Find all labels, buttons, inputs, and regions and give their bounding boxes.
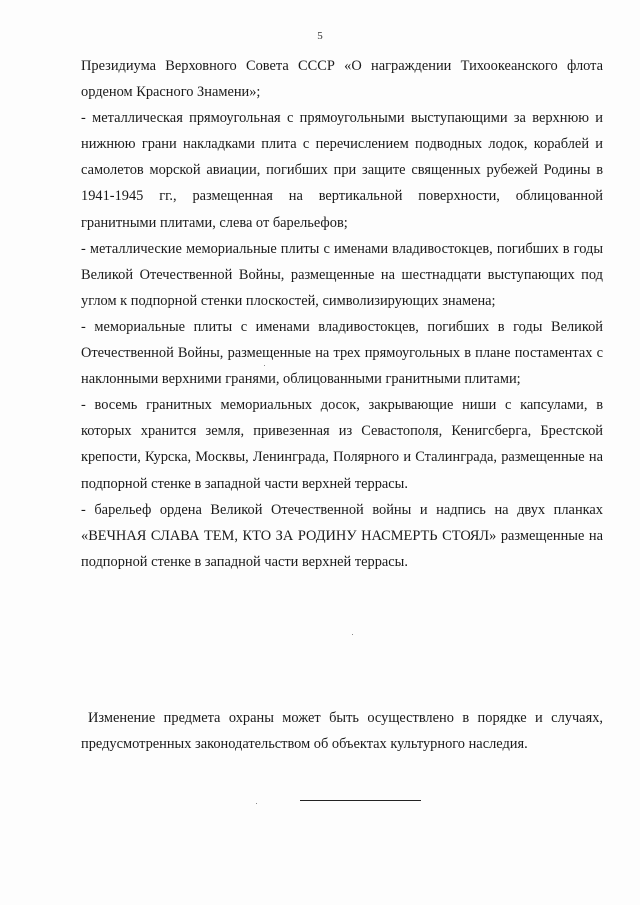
paragraph-memorial-plates-pedestals: - мемориальные плиты с именами владивостокцев, погибших в годы Великой Отечественной Войны, размещенные на трех прямоугольных в плане постаментах с наклонными верхними гранями, облицованными гранитными плитами;: [81, 318, 603, 388]
scan-speck: [352, 634, 353, 635]
paragraph-metal-plate: - металлическая прямоугольная с прямоугольными выступающими за верхнюю и нижнюю грани накладками плита с перечислением подводных лодок, кораблей и самолетов морской авиации, погибших при защите священных рубежей Родины в 1941-1945 гг., размещенная на вертикальной поверхности, облицованной гранитными плитами, слева от барельефов;: [81, 110, 603, 231]
page-number: 5: [317, 30, 323, 42]
scan-speck: [264, 365, 265, 366]
paragraph-memorial-plates-banners: - металлические мемориальные плиты с именами владивостокцев, погибших в годы Великой Отечественной Войны, размещенные на шестнадцати выступающих под углом к подпорной стенки плоскостей, символизирующих знамена;: [81, 240, 603, 309]
paragraph-bas-relief-inscription: - барельеф ордена Великой Отечественной войны и надпись на двух планках «ВЕЧНАЯ СЛАВА ТЕМ, КТО ЗА РОДИНУ НАСМЕРТЬ СТОЯЛ» размещенные на подпорной стенке в западной части верхней террасы.: [81, 501, 603, 570]
paragraph-granite-boards: - восемь гранитных мемориальных досок, закрывающие ниши с капсулами, в которых хранится земля, привезенная из Севастополя, Кенигсберга, Брестской крепости, Курска, Москвы, Ленинграда, Полярного и Сталинграда, размещенные на подпорной стенке в западной части верхней террасы.: [81, 397, 603, 492]
paragraph-decree-continuation: Президиума Верховного Совета СССР «О награждении Тихоокеанского флота орденом Красного Знамени»;: [81, 58, 603, 101]
closing-note: [81, 705, 603, 757]
signature-line: [300, 800, 421, 801]
document-body: [81, 53, 603, 575]
closing-paragraph: Изменение предмета охраны может быть осуществлено в порядке и случаях, предусмотренных законодательством об объектах культурного наследия.: [81, 710, 603, 753]
scan-speck: [256, 803, 257, 804]
